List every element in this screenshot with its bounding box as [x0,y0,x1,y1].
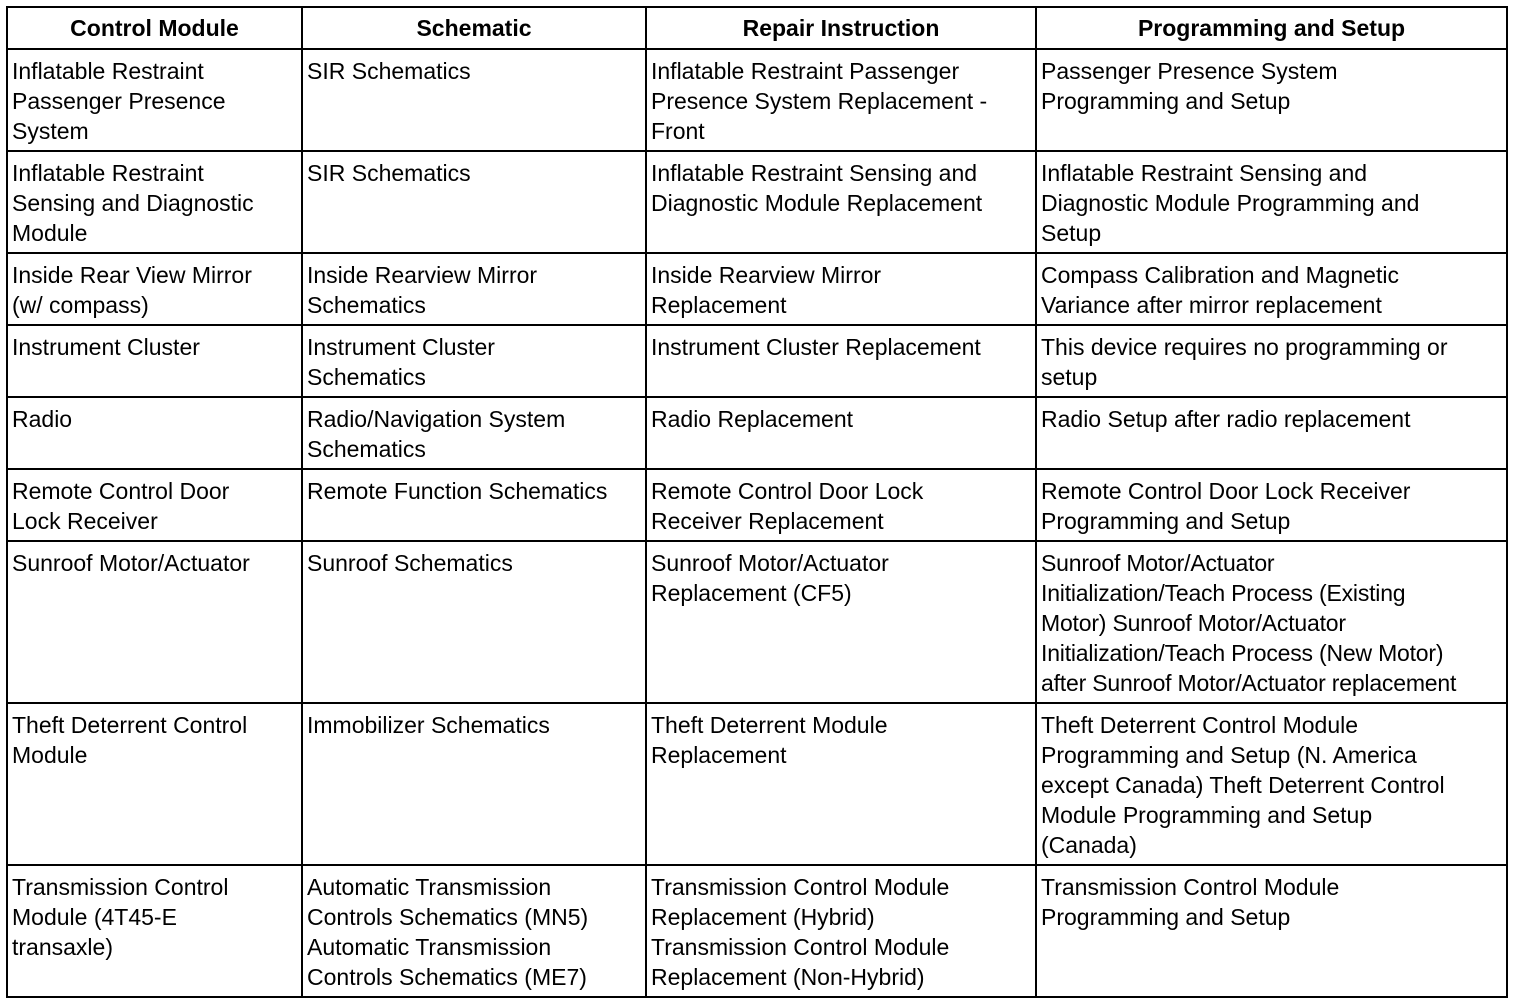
table-row [7,865,1507,997]
cell-repair-instruction: Theft Deterrent Module Replacement [646,703,1036,865]
cell-programming-setup: Radio Setup after radio replacement [1036,397,1507,469]
cell-repair-instruction: Inflatable Restraint Passenger Presence System Replacement - Front [646,49,1036,151]
cell-programming-setup: Sunroof Motor/Actuator Initialization/Teach Process (Existing Motor) Sunroof Motor/Actuator Initialization/Teach Process (New Motor) after Sunroof Motor/Actuator replacement [1036,541,1507,703]
control-module-table [6,6,1508,998]
cell-repair-instruction: Remote Control Door Lock Receiver Replacement [646,469,1036,541]
cell-control-module: Transmission Control Module (4T45-E transaxle) [7,865,302,997]
cell-control-module: Inflatable Restraint Passenger Presence System [7,49,302,151]
header-schematic: Schematic [302,7,646,49]
cell-schematic: SIR Schematics [302,49,646,151]
cell-schematic: Instrument Cluster Schematics [302,325,646,397]
table-row [7,703,1507,865]
cell-repair-instruction: Inside Rearview Mirror Replacement [646,253,1036,325]
cell-repair-instruction: Radio Replacement [646,397,1036,469]
table-row [7,397,1507,469]
cell-programming-setup: Transmission Control Module Programming and Setup [1036,865,1507,997]
cell-control-module: Remote Control Door Lock Receiver [7,469,302,541]
cell-control-module: Inside Rear View Mirror (w/ compass) [7,253,302,325]
cell-schematic: Automatic Transmission Controls Schematics (MN5) Automatic Transmission Controls Schematics (ME7) [302,865,646,997]
cell-schematic: Sunroof Schematics [302,541,646,703]
cell-schematic: Inside Rearview Mirror Schematics [302,253,646,325]
table-row [7,541,1507,703]
table-row [7,151,1507,253]
table-header-row [7,7,1507,49]
cell-programming-setup: Passenger Presence System Programming and Setup [1036,49,1507,151]
header-control-module: Control Module [7,7,302,49]
cell-schematic: Radio/Navigation System Schematics [302,397,646,469]
cell-control-module: Instrument Cluster [7,325,302,397]
cell-schematic: SIR Schematics [302,151,646,253]
cell-control-module: Theft Deterrent Control Module [7,703,302,865]
cell-repair-instruction: Instrument Cluster Replacement [646,325,1036,397]
cell-repair-instruction: Transmission Control Module Replacement (Hybrid) Transmission Control Module Replacement (Non-Hybrid) [646,865,1036,997]
cell-programming-setup: Theft Deterrent Control Module Programming and Setup (N. America except Canada) Theft Deterrent Control Module Programming and Setup (Canada) [1036,703,1507,865]
cell-control-module: Sunroof Motor/Actuator [7,541,302,703]
cell-programming-setup: This device requires no programming or setup [1036,325,1507,397]
cell-repair-instruction: Sunroof Motor/Actuator Replacement (CF5) [646,541,1036,703]
header-programming-setup: Programming and Setup [1036,7,1507,49]
cell-control-module: Radio [7,397,302,469]
cell-control-module: Inflatable Restraint Sensing and Diagnostic Module [7,151,302,253]
cell-programming-setup: Compass Calibration and Magnetic Variance after mirror replacement [1036,253,1507,325]
table-row [7,469,1507,541]
cell-schematic: Immobilizer Schematics [302,703,646,865]
cell-programming-setup: Remote Control Door Lock Receiver Programming and Setup [1036,469,1507,541]
header-repair-instruction: Repair Instruction [646,7,1036,49]
cell-repair-instruction: Inflatable Restraint Sensing and Diagnostic Module Replacement [646,151,1036,253]
cell-programming-setup: Inflatable Restraint Sensing and Diagnostic Module Programming and Setup [1036,151,1507,253]
table-row [7,325,1507,397]
table-row [7,49,1507,151]
document-frame [6,6,1506,998]
table-row [7,253,1507,325]
cell-schematic: Remote Function Schematics [302,469,646,541]
